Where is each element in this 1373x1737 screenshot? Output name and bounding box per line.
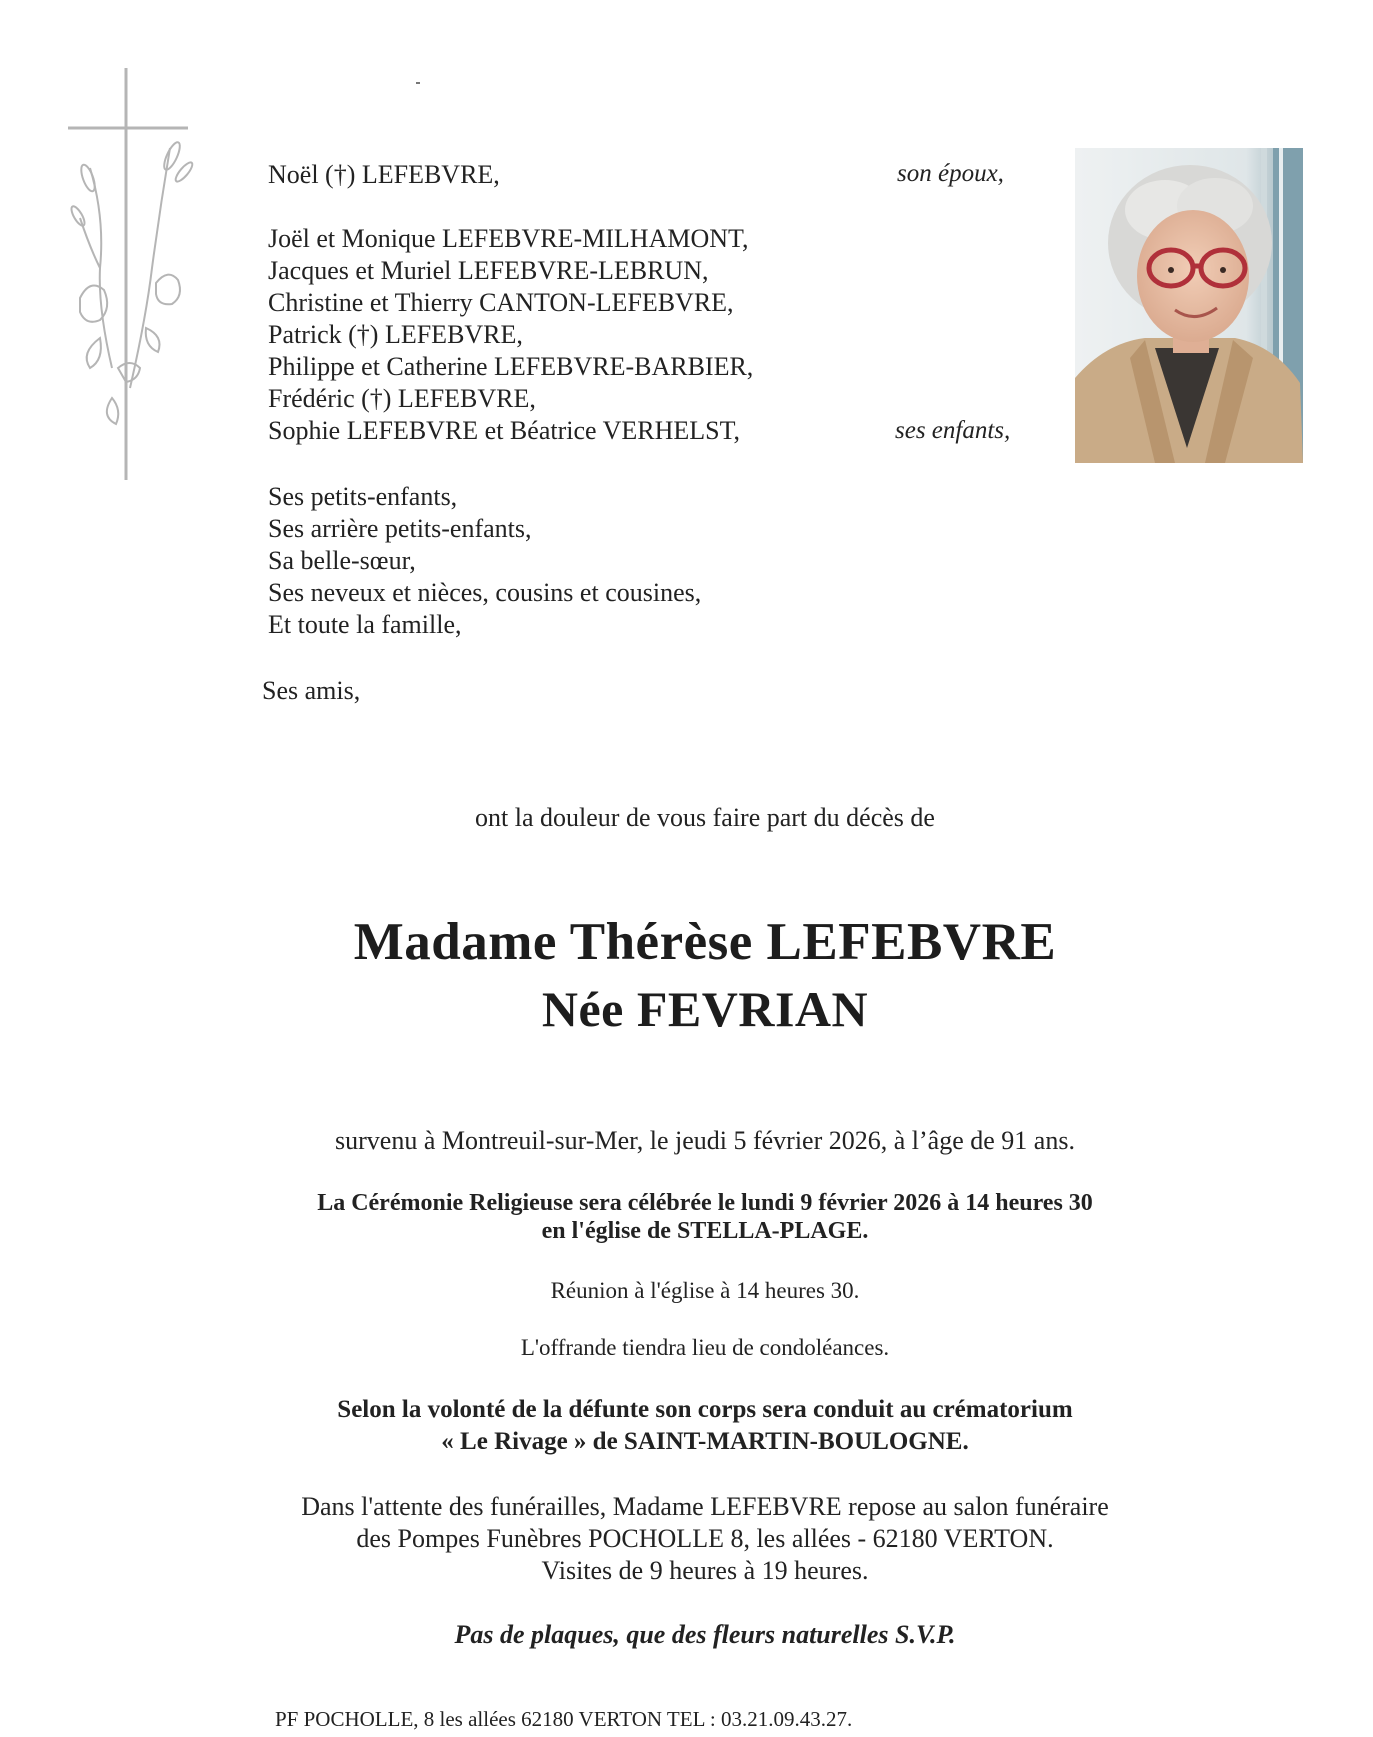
child-line: Patrick (†) LEFEBVRE, bbox=[268, 320, 523, 349]
child-line: Christine et Thierry CANTON-LEFEBVRE, bbox=[268, 288, 734, 317]
footer-contact: PF POCHOLLE, 8 les allées 62180 VERTON TEL : 03.21.09.43.27. bbox=[275, 1707, 853, 1731]
child-line: Philippe et Catherine LEFEBVRE-BARBIER, bbox=[268, 352, 754, 381]
spouse-name: Noël (†) LEFEBVRE, bbox=[268, 160, 500, 189]
child-line: Joël et Monique LEFEBVRE-MILHAMONT, bbox=[268, 224, 749, 253]
spouse-role: son époux, bbox=[897, 160, 1004, 187]
family-line: Ses petits-enfants, bbox=[268, 482, 458, 511]
family-line: Sa belle-sœur, bbox=[268, 546, 416, 575]
death-info: survenu à Montreuil-sur-Mer, le jeudi 5 février 2026, à l’âge de 91 ans. bbox=[335, 1126, 1075, 1155]
cremation-line-2: « Le Rivage » de SAINT-MARTIN-BOULOGNE. bbox=[441, 1428, 969, 1455]
family-line: Ses neveux et nièces, cousins et cousines, bbox=[268, 578, 702, 607]
offering-info: L'offrande tiendra lieu de condoléances. bbox=[520, 1335, 890, 1360]
visitation-line-3: Visites de 9 heures à 19 heures. bbox=[541, 1556, 869, 1585]
cremation-line-1: Selon la volonté de la défunte son corps sera conduit au crématorium bbox=[337, 1396, 1073, 1423]
friends-line: Ses amis, bbox=[262, 676, 361, 705]
child-line: Sophie LEFEBVRE et Béatrice VERHELST, bbox=[268, 416, 741, 445]
flowers-note: Pas de plaques, que des fleurs naturelles S.V.P. bbox=[454, 1620, 956, 1649]
deceased-name: Madame Thérèse LEFEBVRE bbox=[353, 913, 1057, 971]
cross-icon bbox=[60, 68, 220, 488]
portrait-photo bbox=[1075, 148, 1303, 463]
visitation-line-2: des Pompes Funèbres POCHOLLE 8, les allées - 62180 VERTON. bbox=[356, 1524, 1054, 1553]
child-line: Frédéric (†) LEFEBVRE, bbox=[268, 384, 536, 413]
ceremony-line-2: en l'église de STELLA-PLAGE. bbox=[541, 1218, 869, 1244]
family-line: Ses arrière petits-enfants, bbox=[268, 514, 532, 543]
family-line: Et toute la famille, bbox=[268, 610, 462, 639]
scan-speck bbox=[416, 82, 420, 84]
ceremony-line-1: La Cérémonie Religieuse sera célébrée le lundi 9 février 2026 à 14 heures 30 bbox=[317, 1190, 1093, 1216]
maiden-name: Née FEVRIAN bbox=[541, 981, 869, 1037]
meeting-info: Réunion à l'église à 14 heures 30. bbox=[550, 1278, 860, 1303]
visitation-line-1: Dans l'attente des funérailles, Madame LEFEBVRE repose au salon funéraire bbox=[301, 1492, 1109, 1521]
children-role: ses enfants, bbox=[895, 417, 1011, 444]
child-line: Jacques et Muriel LEFEBVRE-LEBRUN, bbox=[268, 256, 709, 285]
announcement: ont la douleur de vous faire part du décès de bbox=[475, 803, 935, 832]
